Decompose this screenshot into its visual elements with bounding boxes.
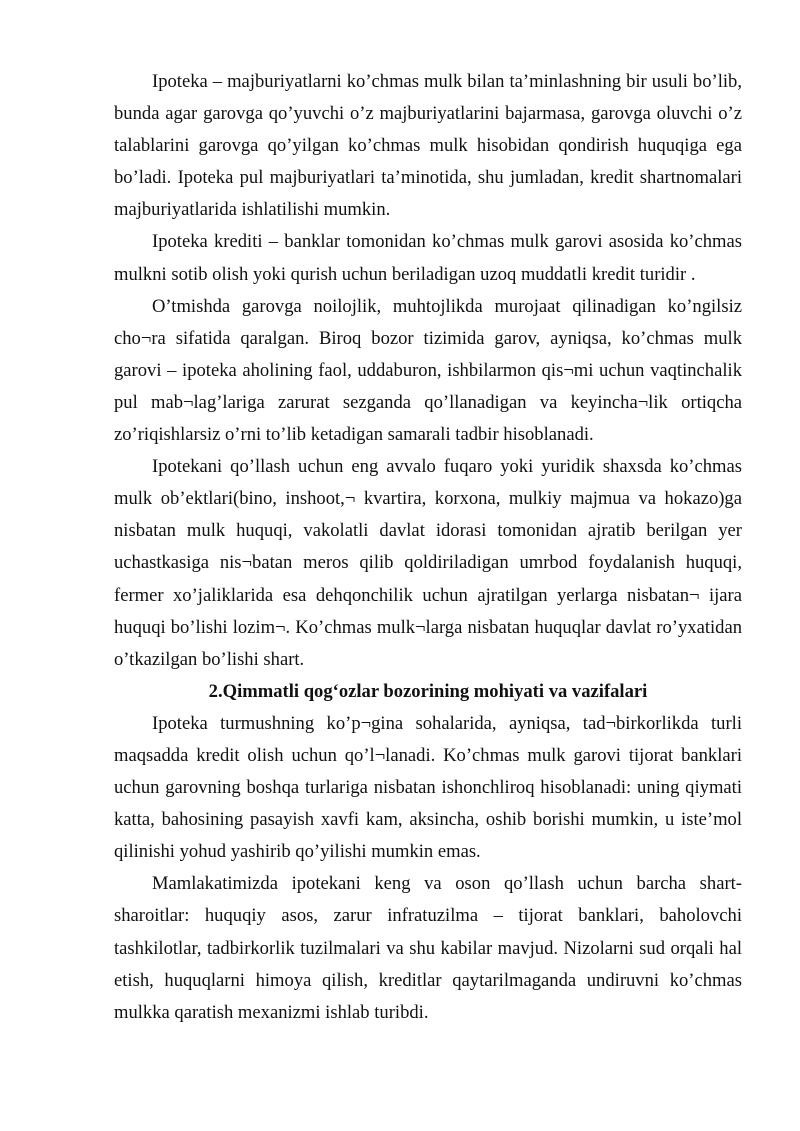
document-page: [114, 66, 742, 1029]
paragraph-ipoteka-requirements: Ipotekani qo’llash uchun eng avvalo fuqaro yoki yuridik shaxsda ko’chmas mulk ob’ektlari(bino, inshoot,¬ kvartira, korxona, mulkiy majmua va hokazo)ga nisbatan mulk huquqi, vakolatli davlat idorasi tomonidan ajratib berilgan yer uchastkasiga nis¬batan meros qilib qoldiriladigan umrbod foydalanish huquqi, fermer xo’jaliklarida esa dehqonchilik uchun ajratilgan yerlarga nisbatan¬ ijara huquqi bo’lishi lozim¬. Ko’chmas mulk¬larga nisbatan huquqlar davlat ro’yxatidan o’tkazilgan bo’lishi shart.: [114, 456, 742, 670]
paragraph-ipoteka-definition: Ipoteka – majburiyatlarni ko’chmas mulk bilan ta’minlashning bir usuli bo’lib, bunda agar garovga qo’yuvchi o’z majburiyatlarini bajarmasa, garovga oluvchi o’z talablarini garovga qo’yilgan ko’chmas mulk hisobidan qondirish huquqiga ega bo’ladi. Ipoteka pul majburiyatlari ta’minotida, shu jumladan, kredit shartnomalari majburiyatlarida ishlatilishi mumkin.: [114, 71, 742, 221]
section-heading: 2.Qimmatli qog‘ozlar bozorining mohiyati va vazifalari: [208, 680, 648, 702]
paragraph-ipoteka-credit: Ipoteka krediti – banklar tomonidan ko’chmas mulk garovi asosida ko’chmas mulkni sotib olish yoki qurish uchun beriladigan uzoq muddatli kredit turidir .: [114, 231, 742, 285]
paragraph-ipoteka-conditions: Mamlakatimizda ipotekani keng va oson qo’llash uchun barcha shart-sharoitlar: huquqiy asos, zarur infratuzilma – tijorat banklari, baholovchi tashkilotlar, tadbirkorlik tuzilmalari va shu kabilar mavjud. Nizolarni sud orqali hal etish, huquqlarni himoya qilish, kreditlar qaytarilmaganda undiruvni ko’chmas mulkka qaratish mexanizmi ishlab turibdi.: [114, 873, 742, 1023]
paragraph-ipoteka-usage: Ipoteka turmushning ko’p¬gina sohalarida, ayniqsa, tad¬birkorlikda turli maqsadda kredit olish uchun qo’l¬lanadi. Ko’chmas mulk garovi tijorat banklari uchun garovning boshqa turlariga nisbatan ishonchliroq hisoblanadi: uning qiymati katta, bahosining pasayish xavfi kam, aksincha, oshib borishi mumkin, u iste’mol qilinishi yohud yashirib qo’yilishi mumkin emas.: [114, 712, 742, 863]
paragraph-ipoteka-history: O’tmishda garovga noilojlik, muhtojlikda murojaat qilinadigan ko’ngilsiz cho¬ra sifatida qaralgan. Biroq bozor tizimida garov, ayniqsa, ko’chmas mulk garovi – ipoteka aholining faol, uddaburon, ishbilarmon qis¬mi uchun vaqtinchalik pul mab¬lag’lariga zarurat sezganda qo’llanadigan va keyincha¬lik ortiqcha zo’riqishlarsiz o’rni to’lib ketadigan samarali tadbir hisoblanadi.: [114, 295, 742, 446]
